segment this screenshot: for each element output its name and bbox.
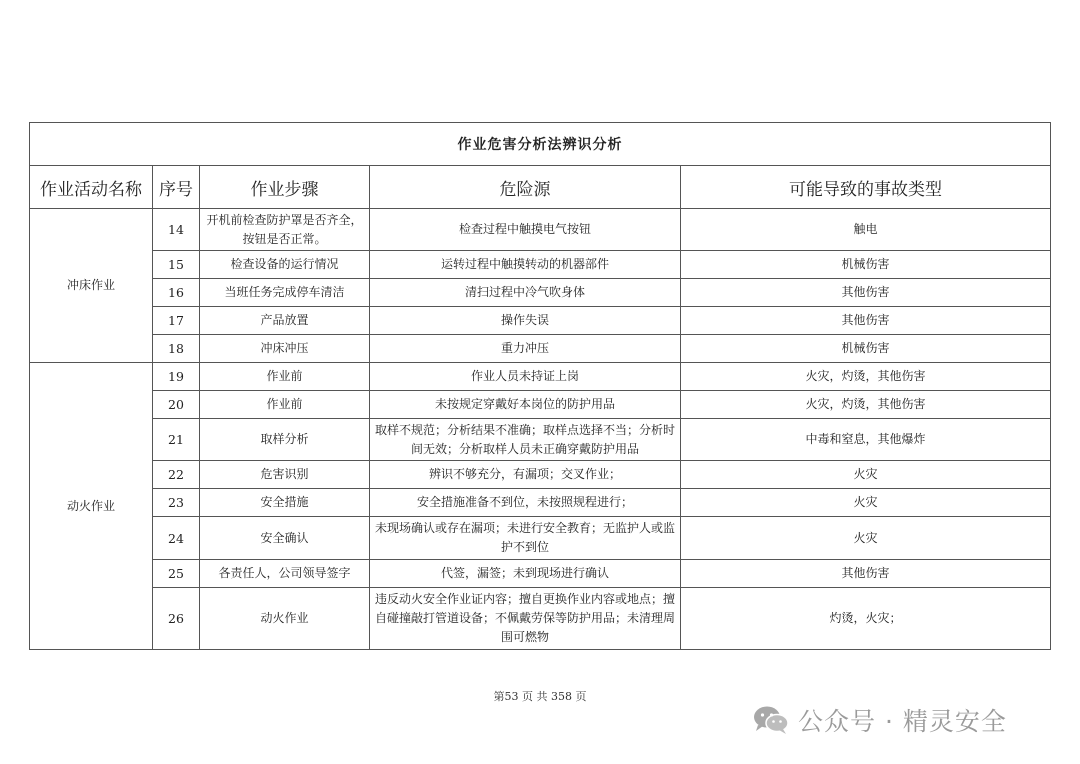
watermark <box>752 702 1007 738</box>
header-step: 作业步骤 <box>200 166 370 209</box>
row-step: 冲床冲压 <box>200 335 370 363</box>
row-accident: 触电 <box>681 209 1051 251</box>
row-no: 18 <box>153 335 200 363</box>
table-row <box>30 588 1051 650</box>
row-accident: 机械伤害 <box>681 251 1051 279</box>
row-hazard: 取样不规范；分析结果不准确；取样点选择不当；分析时间无效；分析取样人员未正确穿戴防护用品 <box>370 419 681 461</box>
row-no: 16 <box>153 279 200 307</box>
row-accident: 火灾 <box>681 517 1051 560</box>
row-no: 21 <box>153 419 200 461</box>
row-no: 20 <box>153 391 200 419</box>
header-no: 序号 <box>153 166 200 209</box>
table-row <box>30 461 1051 489</box>
wechat-icon <box>752 704 790 736</box>
watermark-text: 公众号 · 精灵安全 <box>798 707 1007 736</box>
activity-group: 动火作业 <box>30 363 153 650</box>
table-row <box>30 419 1051 461</box>
header-hazard: 危险源 <box>370 166 681 209</box>
row-hazard: 操作失误 <box>370 307 681 335</box>
row-step: 作业前 <box>200 363 370 391</box>
row-accident: 火灾，灼烫，其他伤害 <box>681 391 1051 419</box>
row-hazard: 运转过程中触摸转动的机器部件 <box>370 251 681 279</box>
row-accident: 火灾 <box>681 461 1051 489</box>
row-no: 26 <box>153 588 200 650</box>
table-row <box>30 517 1051 560</box>
row-accident: 机械伤害 <box>681 335 1051 363</box>
header-accident: 可能导致的事故类型 <box>681 166 1051 209</box>
header-row <box>30 166 1051 209</box>
table-row <box>30 363 1051 391</box>
table-row <box>30 209 1051 251</box>
row-no: 14 <box>153 209 200 251</box>
row-no: 22 <box>153 461 200 489</box>
row-step: 作业前 <box>200 391 370 419</box>
row-step: 开机前检查防护罩是否齐全，按钮是否正常。 <box>200 209 370 251</box>
table-row <box>30 307 1051 335</box>
row-hazard: 违反动火安全作业证内容；擅自更换作业内容或地点；擅自碰撞敲打管道设备；不佩戴劳保等防护用品；未清理周围可燃物 <box>370 588 681 650</box>
row-step: 当班任务完成停车清洁 <box>200 279 370 307</box>
row-accident: 其他伤害 <box>681 307 1051 335</box>
table-row <box>30 391 1051 419</box>
row-step: 产品放置 <box>200 307 370 335</box>
row-hazard: 未按规定穿戴好本岗位的防护用品 <box>370 391 681 419</box>
row-no: 23 <box>153 489 200 517</box>
row-accident: 火灾 <box>681 489 1051 517</box>
table-row <box>30 335 1051 363</box>
row-no: 17 <box>153 307 200 335</box>
row-hazard: 重力冲压 <box>370 335 681 363</box>
row-hazard: 辨识不够充分，有漏项；交叉作业； <box>370 461 681 489</box>
row-step: 各责任人，公司领导签字 <box>200 560 370 588</box>
row-step: 取样分析 <box>200 419 370 461</box>
row-hazard: 检查过程中触摸电气按钮 <box>370 209 681 251</box>
table-row <box>30 251 1051 279</box>
page-footer: 第53 页 共 358 页 <box>493 690 587 703</box>
row-step: 安全确认 <box>200 517 370 560</box>
row-hazard: 清扫过程中冷气吹身体 <box>370 279 681 307</box>
hazard-analysis-table <box>29 122 1051 650</box>
table-row <box>30 279 1051 307</box>
row-step: 动火作业 <box>200 588 370 650</box>
row-no: 19 <box>153 363 200 391</box>
table-row <box>30 560 1051 588</box>
header-activity: 作业活动名称 <box>30 166 153 209</box>
row-step: 危害识别 <box>200 461 370 489</box>
row-accident: 灼烫，火灾； <box>681 588 1051 650</box>
activity-group: 冲床作业 <box>30 209 153 363</box>
row-no: 25 <box>153 560 200 588</box>
table-title: 作业危害分析法辨识分析 <box>30 123 1051 166</box>
row-accident: 其他伤害 <box>681 560 1051 588</box>
row-hazard: 安全措施准备不到位，未按照规程进行； <box>370 489 681 517</box>
row-accident: 火灾，灼烫，其他伤害 <box>681 363 1051 391</box>
row-step: 检查设备的运行情况 <box>200 251 370 279</box>
row-no: 24 <box>153 517 200 560</box>
row-hazard: 作业人员未持证上岗 <box>370 363 681 391</box>
row-step: 安全措施 <box>200 489 370 517</box>
row-accident: 中毒和窒息，其他爆炸 <box>681 419 1051 461</box>
row-hazard: 代签，漏签；未到现场进行确认 <box>370 560 681 588</box>
table-row <box>30 489 1051 517</box>
row-accident: 其他伤害 <box>681 279 1051 307</box>
row-no: 15 <box>153 251 200 279</box>
row-hazard: 未现场确认或存在漏项；未进行安全教育；无监护人或监护不到位 <box>370 517 681 560</box>
